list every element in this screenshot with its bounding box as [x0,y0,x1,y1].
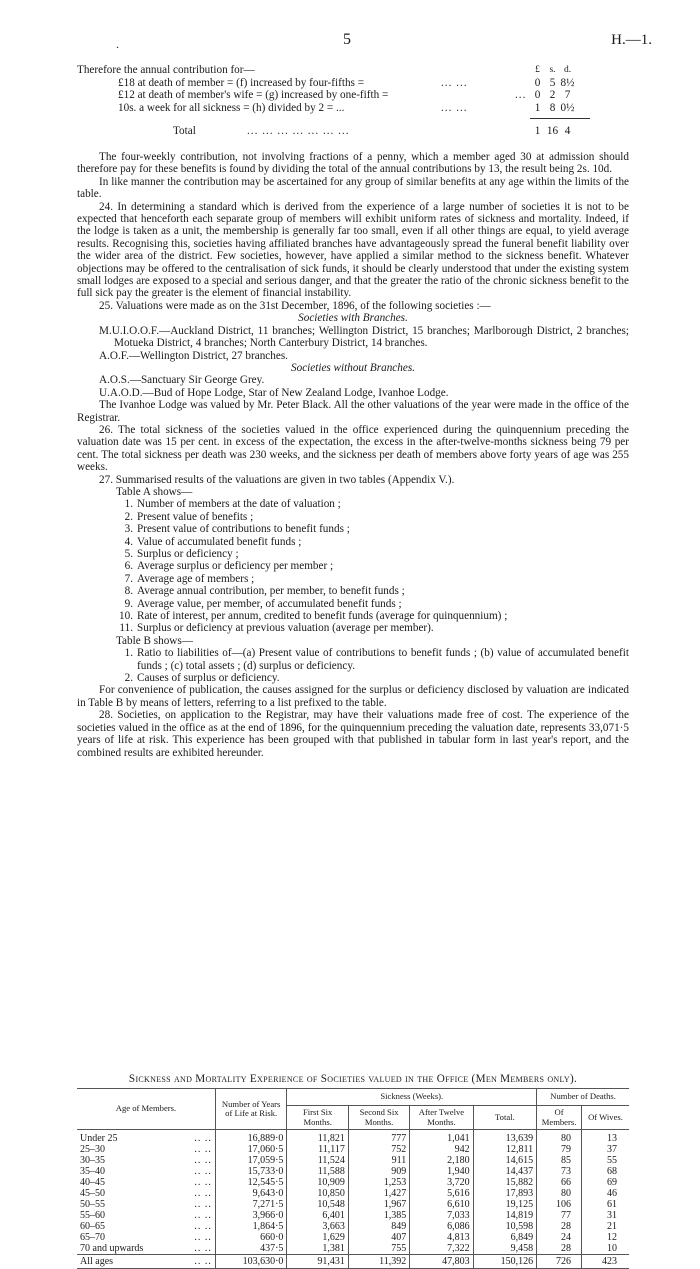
value-cell: 755 [348,1243,409,1255]
age-label: 55–60 [80,1210,105,1221]
subheading-with-branches: Societies with Branches. [298,312,408,325]
age-label: 25–30 [80,1144,105,1155]
value-cell: 21 [607,1221,617,1232]
sum-rule [530,118,590,119]
value-cell: 3,663 [287,1221,348,1232]
value-cell: 10,598 [473,1221,537,1232]
value-cell: 6,401 [287,1210,348,1221]
value-cell: 11,392 [348,1255,409,1269]
table-row [77,1177,629,1188]
table-row [77,1155,629,1166]
value-cell: 942 [410,1144,473,1155]
value-cell: 55 [607,1155,617,1166]
value-cell: 69 [607,1177,617,1188]
value-cell: 16,889·0 [215,1130,287,1145]
value-cell: 6,610 [410,1199,473,1210]
contribution-total-row: Total ... ... ... ... ... ... ... 1 16 4 [173,125,571,138]
dot-leader: .. .. [194,1232,212,1243]
age-label: 65–70 [80,1232,105,1243]
column-header-after: After Twelve Months. [410,1106,473,1130]
column-header-members: Of Members. [537,1106,582,1130]
list-item: 6. Average surplus or deficiency per member ; [124,560,334,573]
table-row [77,1255,629,1269]
value-cell: 46 [607,1188,617,1199]
value-cell: 14,437 [473,1166,537,1177]
contribution-row: £18 at death of member = (f) increased by four-fifths = ... ... 0 5 8½ [118,77,575,89]
value-cell: 7,271·5 [215,1199,287,1210]
value-cell: 7,033 [410,1210,473,1221]
value-cell: 1,967 [348,1199,409,1210]
value-cell: 4,813 [410,1232,473,1243]
column-header-years: Number of Years of Life at Risk. [215,1089,287,1130]
value-cell: 15,882 [473,1177,537,1188]
value-cell: 849 [348,1221,409,1232]
dot-leader: .. .. [194,1155,212,1166]
value-cell: 14,615 [473,1155,537,1166]
list-item: 7. Average age of members ; [124,572,255,585]
table-row [77,1166,629,1177]
age-label: 60–65 [80,1221,105,1232]
value-cell: 150,126 [473,1255,537,1269]
experience-table [77,1088,629,1269]
value-cell: 1,940 [410,1166,473,1177]
dot-leader: .. .. [194,1210,212,1221]
column-header-total: Total. [473,1106,537,1130]
value-cell: 1,629 [287,1232,348,1243]
column-header-deaths: Number of Deaths. [550,1091,616,1102]
value-cell: 11,524 [287,1155,348,1166]
list-item: 8. Average annual contribution, per member, to benefit funds ; [124,585,405,598]
table-row [77,1221,629,1232]
table-row [77,1199,629,1210]
dot-leader: .. .. [194,1243,212,1254]
age-cell [77,1255,215,1269]
age-label: 45–50 [80,1188,105,1199]
age-label: 35–40 [80,1166,105,1177]
value-cell: 13 [607,1133,617,1144]
table-row [77,1188,629,1199]
list-item: 10. Rate of interest, per annum, credited to benefit funds (average for quinquennium) ; [119,610,508,623]
value-cell: 1,427 [348,1188,409,1199]
page-header [0,31,700,54]
header-dot: . [116,37,119,51]
paragraph-24: 24. In determining a standard which is derived from the experience of a large number of societies it is not to be expected that henceforth each separate group of members will exhibit uniform rates of sickness and mortality. Indeed, if the lodge is taken as a unit, the membership is generally far too small, even if all other things are equal, to yield average results. Recognising this, societies having affiliated branches have advantageously spread the funeral benefit liability over the wider area of the district. Few societies, however, have applied a similar method to the sickness benefit. Whatever objections may be offered to the centralisation of sick funds, it should be clearly understood that under the existing system small lodges are exposed to a special and serious danger, and that the greater the ratio of the chronic sickness benefit to the full sick pay the greater is the element of financial instability. [77,200,629,300]
value-cell: 17,059·5 [215,1155,287,1166]
table-title: Sickness and Mortality Experience of Societies valued in the Office (Men Members only). [128,1073,578,1085]
uaod-entry: U.A.O.D.—Bud of Hope Lodge, Star of New Zealand Lodge, Ivanhoe Lodge. [99,386,449,399]
table-a-list [77,498,629,634]
value-cell: 3,966·0 [215,1210,287,1221]
age-cell [77,1144,215,1155]
value-cell: 9,458 [473,1243,537,1255]
value-cell: 909 [348,1166,409,1177]
value-cell: 752 [348,1144,409,1155]
dot-leader: .. .. [194,1144,212,1155]
value-cell: 1,253 [348,1177,409,1188]
table-row [77,1243,629,1255]
value-cell: 777 [348,1130,409,1145]
contribution-row: 10s. a week for all sickness = (h) divided by 2 = ... ... ... 1 8 0½ [118,101,575,114]
age-cell [77,1177,215,1188]
age-cell [77,1155,215,1166]
value-cell: 77 [537,1210,582,1221]
value-cell: 9,643·0 [215,1188,287,1199]
aof-entry: A.O.F.—Wellington District, 27 branches. [99,349,288,362]
value-cell: 10,909 [287,1177,348,1188]
value-cell: 15,733·0 [215,1166,287,1177]
contribution-intro: Therefore the annual contribution for— [77,64,255,76]
value-cell: 14,819 [473,1210,537,1221]
value-cell: 423 [602,1256,617,1267]
value-cell: 31 [607,1210,617,1221]
value-cell: 106 [537,1199,582,1210]
currency-units: £ s. d. [535,65,572,75]
subheading-without-branches: Societies without Branches. [291,361,415,374]
value-cell: 12,545·5 [215,1177,287,1188]
table-b-heading: Table B shows— [116,634,193,647]
paragraph-four-weekly: The four-weekly contribution, not involving fractions of a penny, which a member aged 30 at admission should therefore pay for these benefits is found by dividing the total of the annual contributions by 13, the result being 2s. 10d. [77,151,629,176]
paragraph-28: 28. Societies, on application to the Registrar, may have their valuations made free of cost. The experience of the societies valued in the office as at the end of 1896, for the quinquennium preceding the valuation date, represents 33,071·5 years of life at risk. This experience has been grouped with that published in tabular form in last year's report, and the combined results are exhibited hereunder. [77,709,629,759]
muioof-entry: M.U.I.O.O.F.—Auckland District, 11 branches; Wellington District, 15 branches; Marlborough District, 2 branches; Motueka District, 4 branches; North Canterbury District, 14 branches. [99,324,629,350]
dot-leader: .. .. [194,1199,212,1210]
list-item: 5. Surplus or deficiency ; [124,548,239,560]
paragraph-25: 25. Valuations were made as on the 31st December, 1896, of the following societies :— [99,299,491,312]
body-text [77,151,629,759]
column-header-second: Second Six Months. [348,1106,409,1130]
value-cell: 12 [607,1232,617,1243]
paragraph-ivanhoe: The Ivanhoe Lodge was valued by Mr. Peter Black. All the other valuations of the year were made in the office of the Registrar. [77,399,629,424]
contribution-row: £12 at death of member's wife = (g) increased by one-fifth = ... 0 2 7 [118,89,571,102]
value-cell: 1,381 [287,1243,348,1255]
paragraph-like-manner: In like manner the contribution may be ascertained for any group of similar benefits at any age within the limits of the table. [77,175,629,201]
paragraph-convenience: For convenience of publication, the causes assigned for the surplus or deficiency disclosed by valuation are indicated in Table B by means of letters, referring to a list prefixed to the table. [77,684,629,709]
value-cell: 7,322 [410,1243,473,1255]
table-row [77,1210,629,1221]
value-cell: 80 [537,1188,582,1199]
value-cell: 12,811 [473,1144,537,1155]
value-cell: 10 [607,1243,617,1254]
age-label: 50–55 [80,1199,105,1210]
list-item: 2. Present value of benefits ; [124,510,254,523]
value-cell: 1,864·5 [215,1221,287,1232]
value-cell: 11,821 [287,1130,348,1145]
value-cell: 5,616 [410,1188,473,1199]
list-item: 1. Ratio to liabilities of—(a) Present value of contributions to benefit funds ; (b) value of accumulated benefit funds ; (c) total assets ; (d) surplus or deficiency. [124,647,629,672]
age-cell [77,1243,215,1255]
value-cell: 73 [537,1166,582,1177]
value-cell: 17,893 [473,1188,537,1199]
value-cell: 28 [537,1243,582,1255]
dot-leader: .. .. [194,1177,212,1188]
column-header-first: First Six Months. [287,1106,348,1130]
paragraph-26: 26. The total sickness of the societies valued in the office experienced during the quinquennium preceding the valuation date was 15 per cent. in excess of the expectation, the excess in the after-twelve-months sickness being 79 per cent. The total sickness per death was 230 weeks, and the sickness per death of members above forty years of age was 255 weeks. [77,423,629,474]
column-header-sickness: Sickness (Weeks). [287,1089,537,1106]
value-cell: 80 [537,1130,582,1145]
value-cell: 660·0 [215,1232,287,1243]
value-cell: 11,588 [287,1166,348,1177]
age-label: 70 and upwards [80,1243,144,1254]
value-cell: 10,850 [287,1188,348,1199]
table-row [77,1144,629,1155]
age-label: 30–35 [80,1155,105,1166]
table-b-list [77,647,629,684]
age-label: 40–45 [80,1177,105,1188]
value-cell: 3,720 [410,1177,473,1188]
table-row [77,1232,629,1243]
value-cell: 1,385 [348,1210,409,1221]
dot-leader: .. .. [194,1256,212,1267]
header-row [77,1089,629,1106]
value-cell: 68 [607,1166,617,1177]
value-cell: 19,125 [473,1199,537,1210]
list-item: 1. Number of members at the date of valuation ; [124,498,341,511]
value-cell: 47,803 [410,1255,473,1269]
list-item: 9. Average value, per member, of accumulated benefit funds ; [124,597,402,610]
age-cell [77,1188,215,1199]
age-cell [77,1221,215,1232]
age-cell [77,1199,215,1210]
value-cell: 85 [537,1155,582,1166]
value-cell: 91,431 [287,1255,348,1269]
list-item: 2. Causes of surplus or deficiency. [124,672,280,685]
value-cell: 407 [348,1232,409,1243]
value-cell: 37 [607,1144,617,1155]
paragraph-27: 27. Summarised results of the valuations are given in two tables (Appendix V.). [99,473,455,486]
value-cell: 13,639 [473,1130,537,1145]
value-cell: 17,060·5 [215,1144,287,1155]
list-item: 3. Present value of contributions to benefit funds ; [124,523,350,536]
age-label: Under 25 [80,1133,118,1144]
list-item: 4. Value of accumulated benefit funds ; [124,535,302,548]
aos-entry: A.O.S.—Sanctuary Sir George Grey. [99,374,265,387]
list-item: 11. Surplus or deficiency at previous valuation (average per member). [119,622,434,635]
value-cell: 10,548 [287,1199,348,1210]
age-cell [77,1210,215,1221]
page-number: 5 [343,31,351,48]
value-cell: 1,041 [410,1130,473,1145]
column-header-wives: Of Wives. [588,1111,623,1122]
annual-contribution-block [77,64,629,138]
value-cell: 28 [537,1221,582,1232]
value-cell: 103,630·0 [215,1255,287,1269]
age-cell [77,1232,215,1243]
value-cell: 24 [537,1232,582,1243]
dot-leader: .. .. [194,1166,212,1177]
dot-leader: .. .. [194,1221,212,1232]
paper-reference: H.—1. [611,32,652,48]
value-cell: 911 [348,1155,409,1166]
age-cell [77,1166,215,1177]
age-label: All ages [80,1256,114,1267]
dot-leader: .. .. [194,1188,212,1199]
value-cell: 437·5 [215,1243,287,1255]
value-cell: 6,086 [410,1221,473,1232]
value-cell: 79 [537,1144,582,1155]
table-a-heading: Table A shows— [116,485,193,498]
value-cell: 66 [537,1177,582,1188]
column-header-age: Age of Members. [77,1089,215,1130]
value-cell: 2,180 [410,1155,473,1166]
value-cell: 11,117 [287,1144,348,1155]
dot-leader: .. .. [194,1133,212,1144]
value-cell: 6,849 [473,1232,537,1243]
value-cell: 61 [607,1199,617,1210]
value-cell: 726 [537,1255,582,1269]
